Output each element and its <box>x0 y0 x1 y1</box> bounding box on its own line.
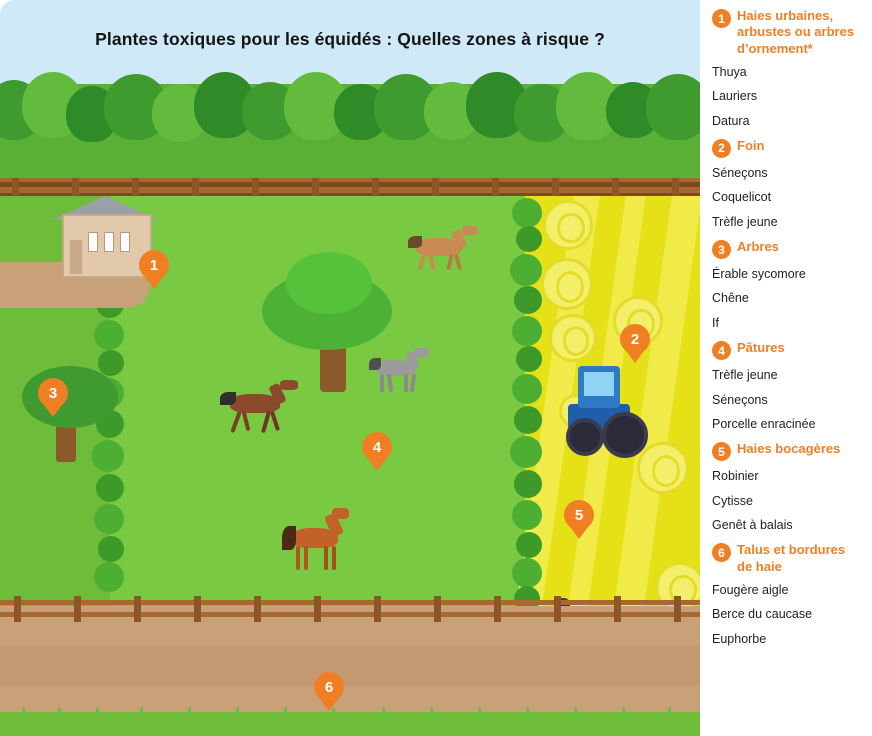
map-marker-4-label: 4 <box>372 438 382 456</box>
list-item: Chêne <box>712 291 749 306</box>
map-marker-4[interactable] <box>362 432 392 462</box>
legend-group-4-header <box>712 340 862 360</box>
legend-number-5-label: 5 <box>718 444 725 459</box>
legend-number-3-label: 3 <box>718 242 725 257</box>
legend-number-4-label: 4 <box>718 343 725 358</box>
list-item: Euphorbe <box>712 631 767 646</box>
list-item: Thuya <box>712 64 747 79</box>
treeline-band <box>0 84 700 188</box>
horse-grey <box>368 352 430 394</box>
legend-panel <box>700 0 872 736</box>
bottom-grass-strip <box>0 712 700 736</box>
list-item: Séneçons <box>712 165 768 180</box>
list-item: Coquelicot <box>712 190 772 205</box>
legend-items-3 <box>712 262 862 335</box>
legend-number-5 <box>712 442 731 461</box>
map-marker-5-label: 5 <box>574 506 584 524</box>
legend-group-6-header <box>712 542 862 575</box>
legend-title-4: Pâtures <box>737 340 785 356</box>
legend-title-6: Talus et bordures de haie <box>737 542 846 574</box>
legend-title-3: Arbres <box>737 239 779 254</box>
horse-galloping-top <box>404 228 482 272</box>
legend-number-1-label: 1 <box>718 11 725 26</box>
legend-items-6 <box>712 578 862 651</box>
legend-title-5: Haies bocagères <box>737 441 841 457</box>
legend-number-2-label: 2 <box>718 141 725 156</box>
legend-group-1-header <box>712 8 862 57</box>
list-item: Cytisse <box>712 493 753 508</box>
farmhouse-door <box>70 240 82 274</box>
map-marker-6-label: 6 <box>324 678 334 696</box>
legend-group-1 <box>712 8 862 133</box>
legend-group-2-header <box>712 138 862 158</box>
map-marker-6[interactable] <box>314 672 344 702</box>
hedge-right <box>512 198 546 608</box>
legend-number-1 <box>712 9 731 28</box>
list-item: Trèfle jeune <box>712 368 778 383</box>
legend-number-6-label: 6 <box>718 545 725 560</box>
legend-items-1 <box>712 60 862 133</box>
list-item: Datura <box>712 113 750 128</box>
center-tree-crown-top <box>286 252 372 314</box>
map-marker-3[interactable] <box>38 378 68 408</box>
list-item: Porcelle enracinée <box>712 416 816 431</box>
legend-number-2 <box>712 139 731 158</box>
bottom-fence <box>0 596 700 622</box>
list-item: Séneçons <box>712 392 768 407</box>
map-marker-2-label: 2 <box>630 330 640 348</box>
list-item: Trèfle jeune <box>712 214 778 229</box>
list-item: Robinier <box>712 469 759 484</box>
list-item: Fougère aigle <box>712 582 789 597</box>
map-marker-1[interactable] <box>139 250 169 280</box>
map-marker-1-label: 1 <box>149 256 159 274</box>
title-bar <box>0 0 700 78</box>
legend-group-5-header <box>712 441 862 461</box>
list-item: Lauriers <box>712 89 758 104</box>
left-tree-crown <box>22 366 118 428</box>
list-item: Érable sycomore <box>712 267 806 281</box>
legend-number-3 <box>712 240 731 259</box>
legend-number-6 <box>712 543 731 562</box>
legend-title-2: Foin <box>737 137 765 153</box>
list-item: Berce du caucase <box>712 607 813 622</box>
map-marker-2[interactable] <box>620 324 650 354</box>
legend-title-1: Haies urbaines, arbustes ou arbres d’ornement* <box>737 8 855 56</box>
legend-number-4 <box>712 341 731 360</box>
legend-items-4 <box>712 363 862 436</box>
page-title: Plantes toxiques pour les équidés : Quelles zones à risque ? <box>95 28 605 49</box>
legend-items-5 <box>712 464 862 537</box>
map-marker-3-label: 3 <box>48 384 58 402</box>
legend-group-4 <box>712 340 862 436</box>
legend-group-5 <box>712 441 862 537</box>
list-item: Genêt à balais <box>712 518 793 532</box>
legend-group-3-header <box>712 239 862 259</box>
legend-group-3 <box>712 239 862 335</box>
horse-standing-center <box>282 512 354 574</box>
horse-brown-left <box>216 382 302 440</box>
list-item: If <box>712 315 719 330</box>
legend-group-6 <box>712 542 862 651</box>
map-marker-5[interactable] <box>564 500 594 530</box>
legend-group-2 <box>712 138 862 234</box>
legend-items-2 <box>712 161 862 234</box>
